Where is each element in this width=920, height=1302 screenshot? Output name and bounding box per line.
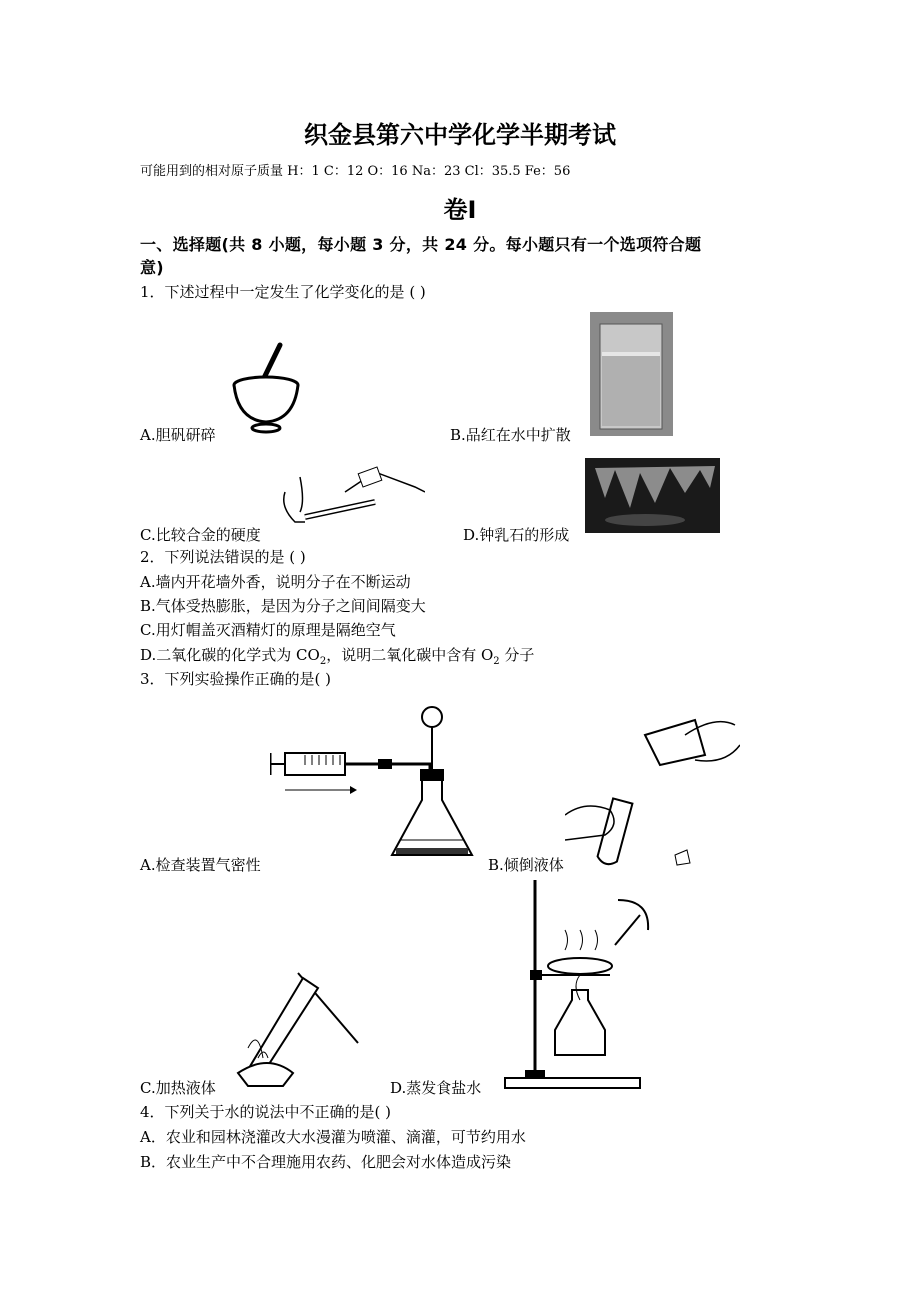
q2-option-c: C.用灯帽盖灭酒精灯的原理是隔绝空气 [140,621,396,639]
evaporation-figure [500,880,655,1093]
section-heading-cont: 意) [140,258,164,277]
q3-option-a: A.检查装置气密性 [140,856,261,874]
q1-option-c: C.比较合金的硬度 [140,526,261,544]
q4-option-b: B．农业生产中不合理施用农药、化肥会对水体造成污染 [140,1153,512,1171]
stalactite-photo [585,458,720,533]
pouring-liquid-figure [565,715,740,867]
volume-heading: 卷Ⅰ [443,196,477,224]
q3-option-c: C.加热液体 [140,1079,216,1097]
q2-d-sub: 2 [493,656,500,667]
q2-stem: 2．下列说法错误的是 ( ) [140,548,306,566]
q2-d-text: D.二氧化碳的化学式为 CO [140,646,320,664]
q2-d-text: ，说明二氧化碳中含有 O [326,646,494,664]
q2-option-a: A.墙内开花墙外香，说明分子在不断运动 [140,573,411,591]
q2-d-text: 分子 [499,646,535,664]
q1-stem: 1．下述过程中一定发生了化学变化的是 ( ) [140,283,426,301]
q2-option-d [140,646,534,671]
section-heading: 一、选择题(共 8 小题，每小题 3 分，共 24 分。每小题只有一个选项符合题 [140,235,702,254]
q3-option-d: D.蒸发食盐水 [390,1079,482,1097]
heating-liquid-figure [228,958,363,1090]
q4-option-a: A．农业和园林浇灌改大水漫灌为喷灌、滴灌，可节约用水 [140,1128,526,1146]
atomic-masses: 可能用到的相对原子质量 H：1 C：12 O：16 Na：23 Cl：35.5 Fe：56 [140,164,571,179]
q1-option-d: D.钟乳石的形成 [463,526,570,544]
q1-option-b: B.品红在水中扩散 [450,426,571,444]
beaker-photo [590,312,673,436]
mortar-figure [228,340,308,435]
alloy-hardness-figure [275,462,425,532]
q3-stem: 3．下列实验操作正确的是( ) [140,670,332,688]
airtightness-apparatus-figure [270,705,480,865]
exam-title: 织金县第六中学化学半期考试 [304,121,616,149]
q2-d-sub: 2 [319,656,327,667]
q1-option-a: A.胆矾研碎 [140,426,216,444]
q4-stem: 4．下列关于水的说法中不正确的是( ) [140,1103,392,1121]
q2-option-b: B.气体受热膨胀，是因为分子之间间隔变大 [140,597,426,615]
q3-option-b: B.倾倒液体 [488,856,564,874]
